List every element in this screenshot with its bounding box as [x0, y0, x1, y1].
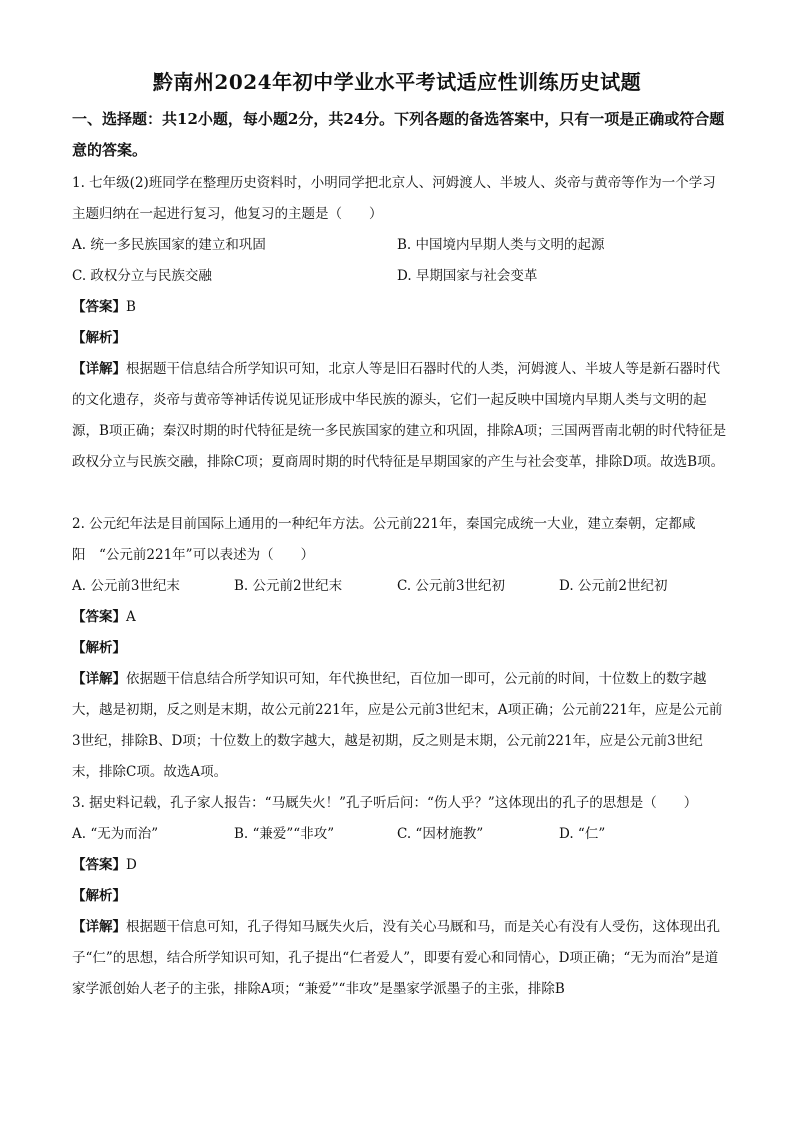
question-2-stem: 2. 公元纪年法是目前国际上通用的一种纪年方法。公元前221年，秦国完成统一大业，建立秦朝，定都咸阳 “公元前221年”可以表述为（ ）: [72, 516, 696, 563]
detail-text: 依据题干信息结合所学知识可知，年代换世纪，百位加一即可，公元前的时间，十位数上的数字越大，越是初期，反之则是末期，故公元前221年，应是公元前3世纪末，A项正确；公元前221年，应是公元前3世纪，排除B、D项；十位数上的数字越大，越是初期，反之则是末期，公元前221年，应是公元前3世纪末，排除C项。故选A项。: [72, 671, 723, 780]
section-heading: 一、选择题：共12小题，每小题2分，共24分。下列各题的备选答案中，只有一项是正确或符合题意的答案。: [72, 110, 725, 159]
detail-tag: 【详解】: [72, 361, 126, 377]
question-2-option-b: B. 公元前2世纪末: [234, 578, 343, 594]
question-3-option-c: C. “因材施教”: [397, 826, 484, 842]
question-2-detail: [72, 664, 727, 788]
question-3-detail: [72, 912, 727, 1005]
question-1-stem: 1. 七年级(2)班同学在整理历史资料时，小明同学把北京人、河姆渡人、半坡人、炎帝与黄帝等作为一个学习主题归纳在一起进行复习，他复习的主题是（ ）: [72, 175, 716, 222]
answer-tag: 【答案】: [72, 299, 126, 315]
answer-value: D: [126, 857, 137, 873]
question-1-analysis-tag: 【解析】: [72, 330, 126, 346]
question-2-option-c: C. 公元前3世纪初: [397, 578, 506, 594]
question-3-stem: 3. 据史料记载，孔子家人报告：“马厩失火！”孔子听后问：“伤人乎？”这体现出的孔子的思想是（ ）: [72, 795, 698, 811]
question-1-option-c: C. 政权分立与民族交融: [72, 268, 212, 284]
question-1-option-b: B. 中国境内早期人类与文明的起源: [397, 237, 605, 253]
question-3-option-b: B. “兼爱”“非攻”: [234, 826, 335, 842]
answer-value: B: [126, 299, 136, 315]
answer-tag: 【答案】: [72, 857, 126, 873]
detail-tag: 【详解】: [72, 919, 126, 935]
answer-value: A: [126, 609, 136, 625]
question-3-option-a: A. “无为而治”: [72, 826, 159, 842]
question-1-answer: [72, 292, 136, 323]
detail-tag: 【详解】: [72, 671, 126, 687]
question-3-analysis-tag: 【解析】: [72, 888, 126, 904]
question-1-detail: [72, 354, 727, 478]
question-2-option-d: D. 公元前2世纪初: [559, 578, 668, 594]
question-1-option-a: A. 统一多民族国家的建立和巩固: [72, 237, 266, 253]
answer-tag: 【答案】: [72, 609, 126, 625]
question-3-option-d: D. “仁”: [559, 826, 606, 842]
question-2-option-a: A. 公元前3世纪末: [72, 578, 180, 594]
question-2-answer: [72, 602, 136, 633]
question-2-analysis-tag: 【解析】: [72, 640, 126, 656]
detail-text: 根据题干信息结合所学知识可知，北京人等是旧石器时代的人类，河姆渡人、半坡人等是新石器时代的文化遗存，炎帝与黄帝等神话传说见证形成中华民族的源头，它们一起反映中国境内早期人类与文明的起源，B项正确；秦汉时期的时代特征是统一多民族国家的建立和巩固，排除A项；三国两晋南北朝的时代特征是政权分立与民族交融，排除C项；夏商周时期的时代特征是早期国家的产生与社会变革，排除D项。故选B项。: [72, 361, 727, 470]
detail-text: 根据题干信息可知，孔子得知马厩失火后，没有关心马厩和马，而是关心有没有人受伤，这体现出孔子“仁”的思想，结合所学知识可知，孔子提出“仁者爱人”，即要有爱心和同情心，D项正确；“无为而治”是道家学派创始人老子的主张，排除A项；“兼爱”“非攻”是墨家学派墨子的主张，排除B: [72, 919, 720, 997]
page-title: 黔南州2024年初中学业水平考试适应性训练历史试题: [152, 70, 642, 94]
question-1-option-d: D. 早期国家与社会变革: [397, 268, 538, 284]
question-3-answer: [72, 850, 137, 881]
